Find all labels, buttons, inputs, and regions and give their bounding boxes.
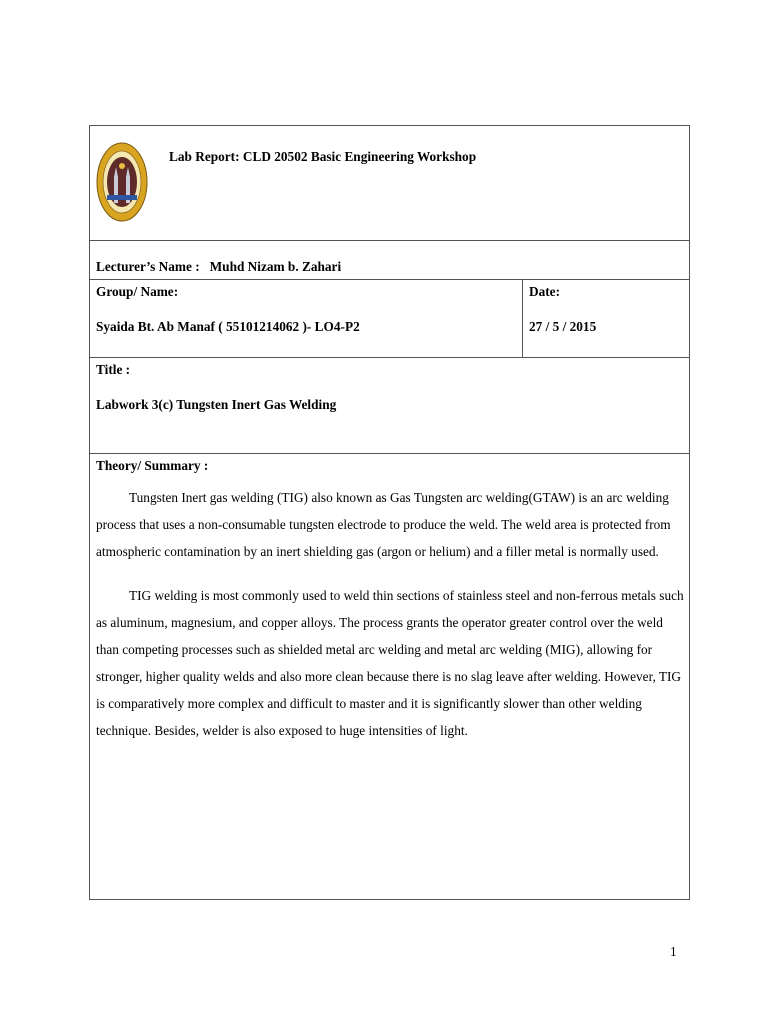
- lecturer-row: [90, 241, 689, 280]
- group-cell: [90, 280, 523, 357]
- university-crest-icon: [96, 141, 148, 223]
- date-value: 27 / 5 / 2015: [529, 319, 597, 334]
- header-row: [90, 126, 689, 241]
- group-label: Group/ Name:: [96, 284, 179, 299]
- date-cell: [523, 280, 689, 357]
- title-value: Labwork 3(c) Tungsten Inert Gas Welding: [96, 397, 337, 412]
- title-row: [90, 358, 689, 454]
- lab-report-title: Lab Report: CLD 20502 Basic Engineering Workshop: [169, 149, 477, 164]
- theory-row: [90, 454, 689, 901]
- lecturer-label: Lecturer’s Name :: [96, 259, 200, 274]
- group-date-row: [90, 280, 689, 358]
- title-label: Title :: [96, 362, 131, 377]
- lecturer-name: Muhd Nizam b. Zahari: [209, 259, 342, 274]
- lecturer-line: [96, 259, 341, 275]
- theory-label: Theory/ Summary :: [96, 458, 209, 473]
- report-cover-table: [89, 125, 690, 900]
- theory-paragraph: TIG welding is most commonly used to weld thin sections of stainless steel and non-ferrous metals such as aluminum, magnesium, and copper alloys. The process grants the operator greater control over the weld than competing processes such as shielded metal arc welding and metal arc welding (MIG), allowing for stronger, higher quality welds and also more clean because there is no slag leave after welding. However, TIG is comparatively more complex and difficult to master and it is significantly slower than other welding technique. Besides, welder is also exposed to huge intensities of light.: [96, 588, 684, 738]
- date-label: Date:: [529, 284, 561, 299]
- theory-paragraph: Tungsten Inert gas welding (TIG) also known as Gas Tungsten arc welding(GTAW) is an arc welding process that uses a non-consumable tungsten electrode to produce the weld. The weld area is protected from atmospheric contamination by an inert shielding gas (argon or helium) and a filler metal is normally used.: [96, 490, 671, 559]
- page-number: 1: [670, 944, 677, 959]
- group-value: Syaida Bt. Ab Manaf ( 55101214062 )- LO4-P2: [96, 319, 360, 334]
- theory-body: [96, 484, 686, 761]
